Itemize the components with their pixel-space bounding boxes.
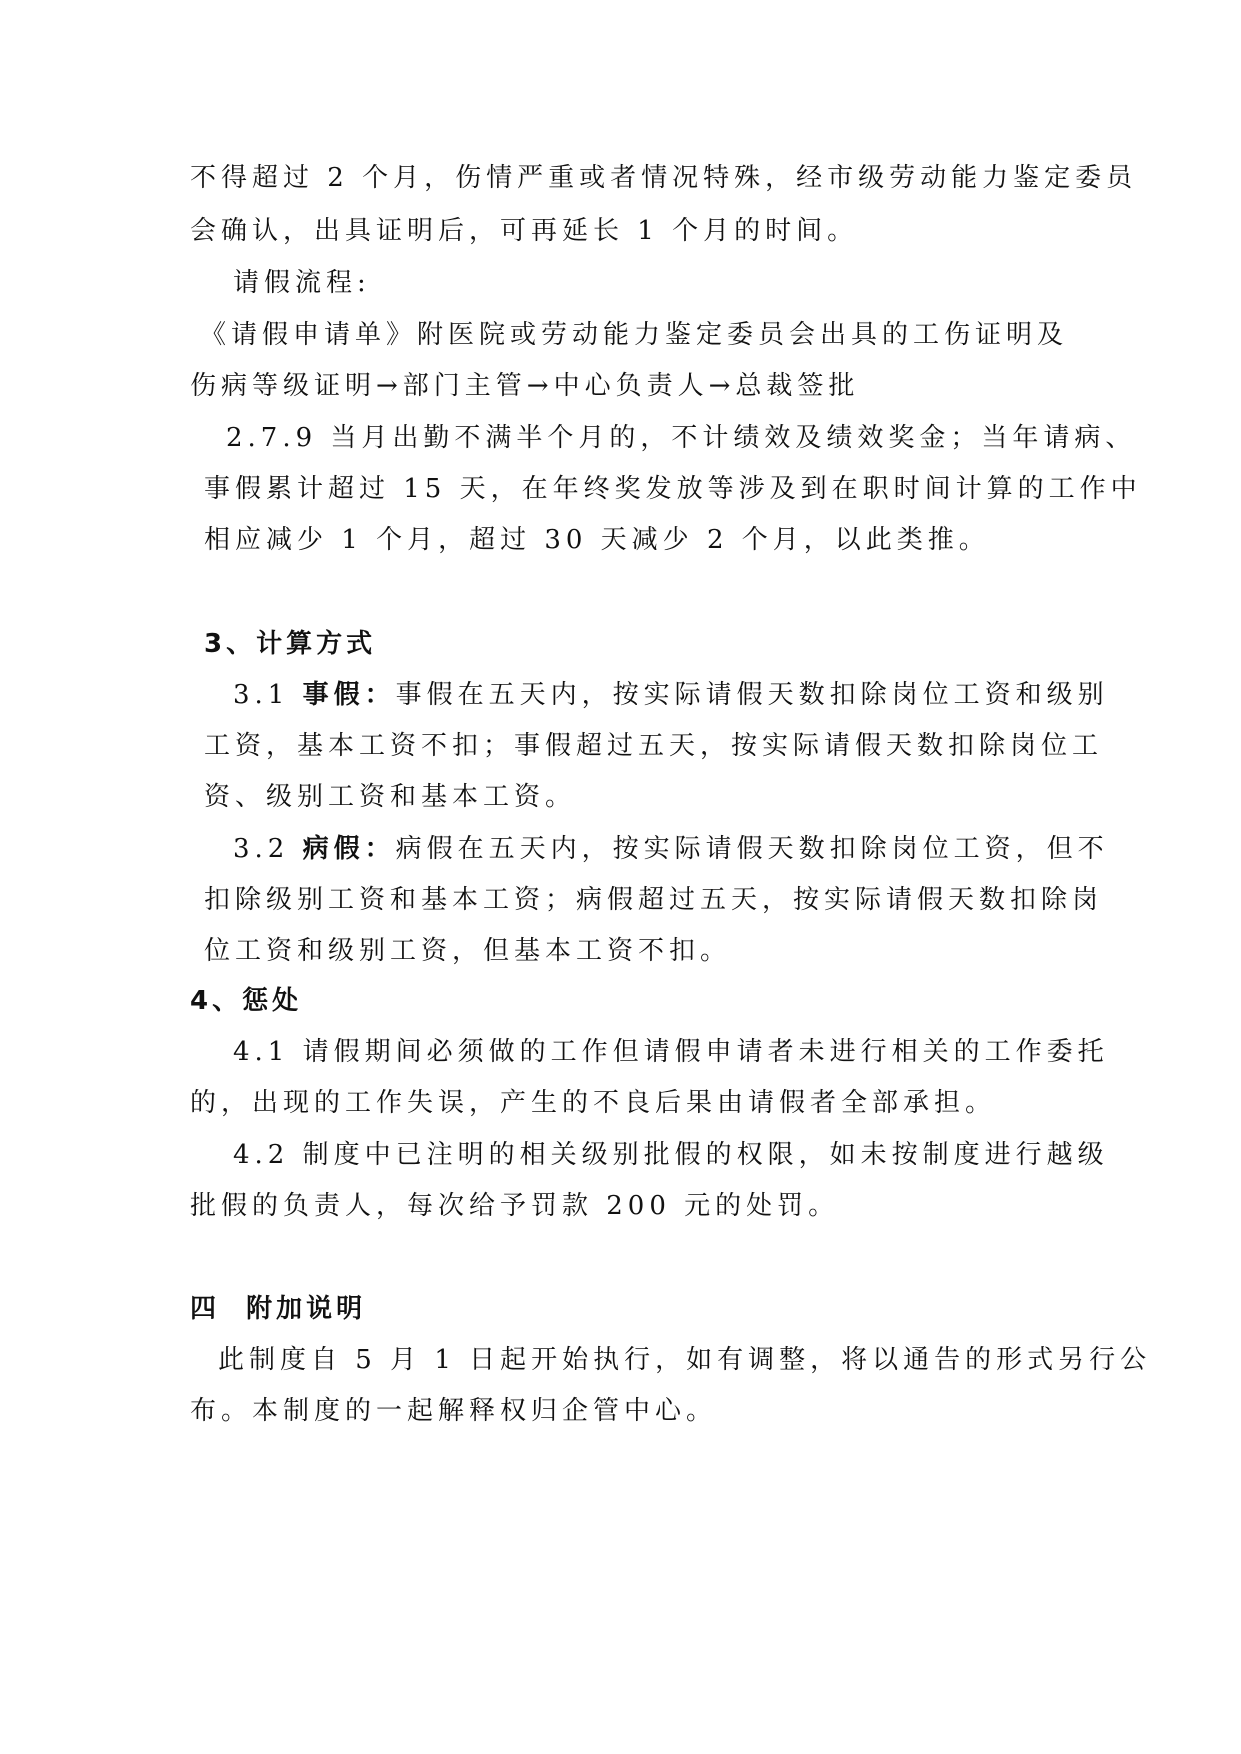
clause-3-1-line-1 [233, 677, 1109, 713]
clause-3-2-number: 3.2 [233, 834, 303, 864]
clause-2-7-9-line-1: 2.7.9 当月出勤不满半个月的，不计绩效及绩效奖金；当年请病、 [226, 423, 1137, 453]
section-4-title: 4、惩处 [190, 986, 303, 1016]
clause-3-2-text: 病假在五天内，按实际请假天数扣除岗位工资，但不 [395, 834, 1109, 864]
intro-line-1: 不得超过 2 个月，伤情严重或者情况特殊，经市级劳动能力鉴定委员 [190, 163, 1138, 193]
leave-process-label: 请假流程: [233, 268, 371, 298]
clause-3-1-text: 事假在五天内，按实际请假天数扣除岗位工资和级别 [395, 680, 1109, 710]
clause-3-1-line-2: 工资，基本工资不扣；事假超过五天，按实际请假天数扣除岗位工 [204, 731, 1104, 761]
clause-4-2-line-2: 批假的负责人，每次给予罚款 200 元的处罚。 [190, 1191, 840, 1221]
clause-3-1-number: 3.1 [233, 680, 303, 710]
clause-3-1-line-3: 资、级别工资和基本工资。 [204, 782, 577, 812]
clause-3-2-term: 病假： [302, 834, 396, 864]
clause-4-2-line-1: 4.2 制度中已注明的相关级别批假的权限，如未按制度进行越级 [233, 1140, 1109, 1170]
clause-3-1-term: 事假： [302, 680, 396, 710]
intro-line-2: 会确认，出具证明后，可再延长 1 个月的时间。 [190, 216, 859, 246]
section-four-line-2: 布。本制度的一起解释权归企管中心。 [190, 1396, 718, 1426]
clause-3-2-line-1 [233, 831, 1109, 867]
section-four-title: 四 附加说明 [190, 1294, 367, 1324]
section-four-line-1: 此制度自 5 月 1 日起开始执行，如有调整，将以通告的形式另行公 [218, 1345, 1152, 1375]
clause-3-2-line-2: 扣除级别工资和基本工资；病假超过五天，按实际请假天数扣除岗 [204, 885, 1104, 915]
leave-process-line-2: 伤病等级证明→部门主管→中心负责人→总裁签批 [190, 371, 860, 401]
clause-4-1-line-2: 的，出现的工作失误，产生的不良后果由请假者全部承担。 [190, 1088, 997, 1118]
leave-process-line-1: 《请假申请单》附医院或劳动能力鉴定委员会出具的工伤证明及 [200, 320, 1069, 350]
clause-2-7-9-line-2: 事假累计超过 15 天，在年终奖发放等涉及到在职时间计算的工作中 [204, 474, 1142, 504]
section-3-title: 3、计算方式 [204, 629, 377, 659]
clause-2-7-9-line-3: 相应减少 1 个月，超过 30 天减少 2 个月，以此类推。 [204, 525, 990, 555]
clause-4-1-line-1: 4.1 请假期间必须做的工作但请假申请者未进行相关的工作委托 [233, 1037, 1109, 1067]
clause-3-2-line-3: 位工资和级别工资，但基本工资不扣。 [204, 936, 732, 966]
